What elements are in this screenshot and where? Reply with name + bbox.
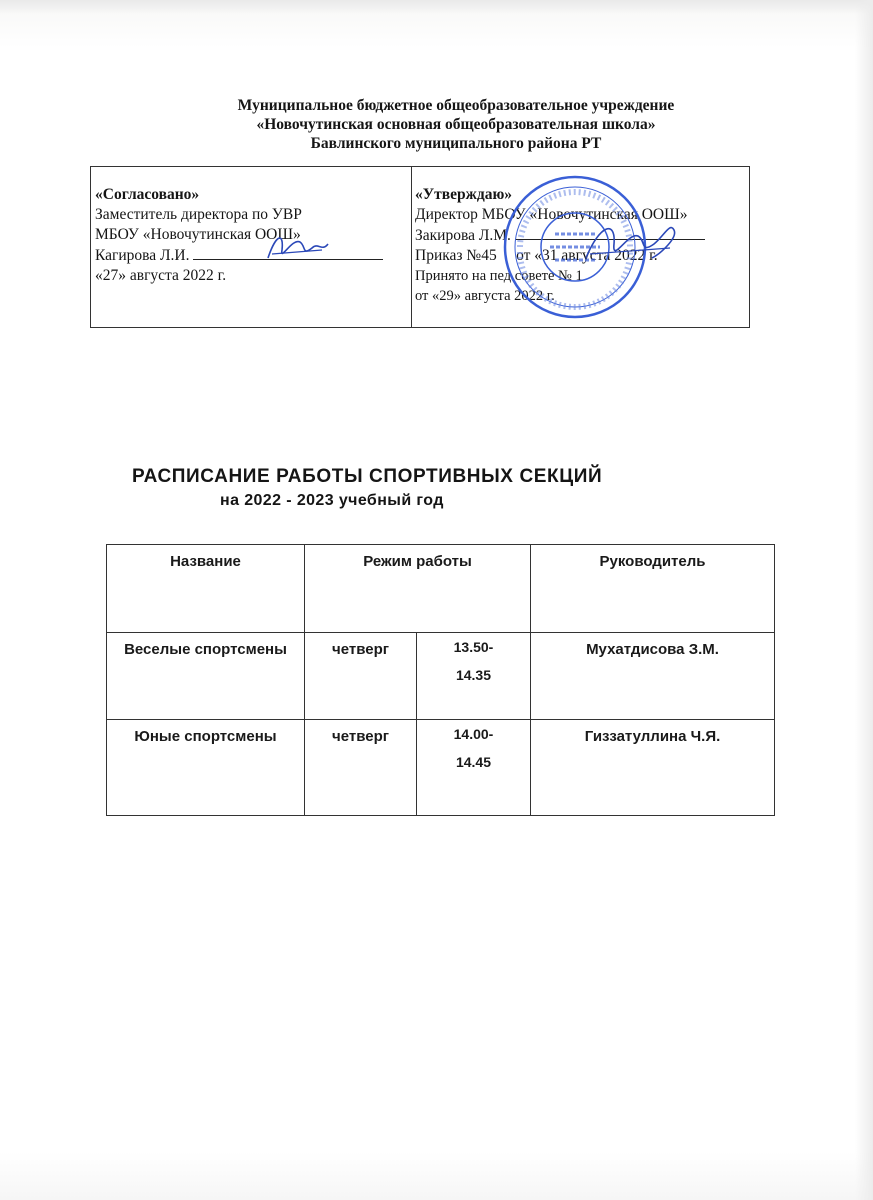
title-main: РАСПИСАНИЕ РАБОТЫ СПОРТИВНЫХ СЕКЦИЙ: [132, 466, 603, 487]
time-end: 14.45: [455, 754, 492, 770]
agreed-name-row: [95, 245, 405, 266]
time-start: 14.00-: [453, 726, 494, 742]
approved-title: «Утверждаю»: [415, 186, 513, 203]
header-line-1: Муниципальное бюджетное общеобразовательное учреждение: [237, 97, 675, 114]
table-row: [107, 720, 775, 816]
section-leader: Гиззатуллина Ч.Я.: [531, 720, 775, 816]
agreed-name: Кагирова Л.И.: [95, 247, 190, 264]
council-date: от «29» августа 2022 г.: [415, 288, 555, 304]
section-day: четверг: [305, 633, 417, 720]
order-number: Приказ №45: [415, 247, 497, 264]
signature-approved: [580, 214, 680, 272]
table-header-row: [107, 545, 775, 633]
section-name: Веселые спортсмены: [107, 633, 305, 720]
table-row: [107, 633, 775, 720]
header-name: Название: [107, 545, 305, 633]
section-time: [417, 633, 531, 720]
approved-name: Закирова Л.М.: [415, 227, 511, 244]
council-line: Принято на пед.совете № 1: [415, 268, 583, 284]
schedule-table: [106, 544, 775, 816]
agreed-position: Заместитель директора по УВР: [95, 206, 302, 223]
scan-edge-top: [0, 0, 873, 14]
title-sub: на 2022 - 2023 учебный год: [220, 492, 444, 509]
header-mode: Режим работы: [305, 545, 531, 633]
approval-divider: [411, 167, 412, 327]
agreed-date: «27» августа 2022 г.: [95, 267, 227, 284]
agreed-organization: МБОУ «Новочутинская ООШ»: [95, 226, 301, 243]
header-line-2: «Новочутинская основная общеобразовательная школа»: [256, 116, 656, 133]
section-time: [417, 720, 531, 816]
section-day: четверг: [305, 720, 417, 816]
signature-agreed: [262, 228, 332, 266]
time-end: 14.35: [455, 667, 492, 683]
header-line-3: Бавлинского муниципального района РТ: [310, 135, 602, 152]
agreed-title: «Согласовано»: [95, 186, 200, 203]
section-name: Юные спортсмены: [107, 720, 305, 816]
time-start: 13.50-: [453, 639, 494, 655]
scan-edge-right: [855, 0, 873, 1200]
section-leader: Мухатдисова З.М.: [531, 633, 775, 720]
agreed-column: [95, 185, 405, 286]
order-date: от «31 августа 2022 г.: [516, 247, 658, 264]
header-leader: Руководитель: [531, 545, 775, 633]
approved-position: Директор МБОУ «Новочутинская ООШ»: [415, 206, 688, 223]
